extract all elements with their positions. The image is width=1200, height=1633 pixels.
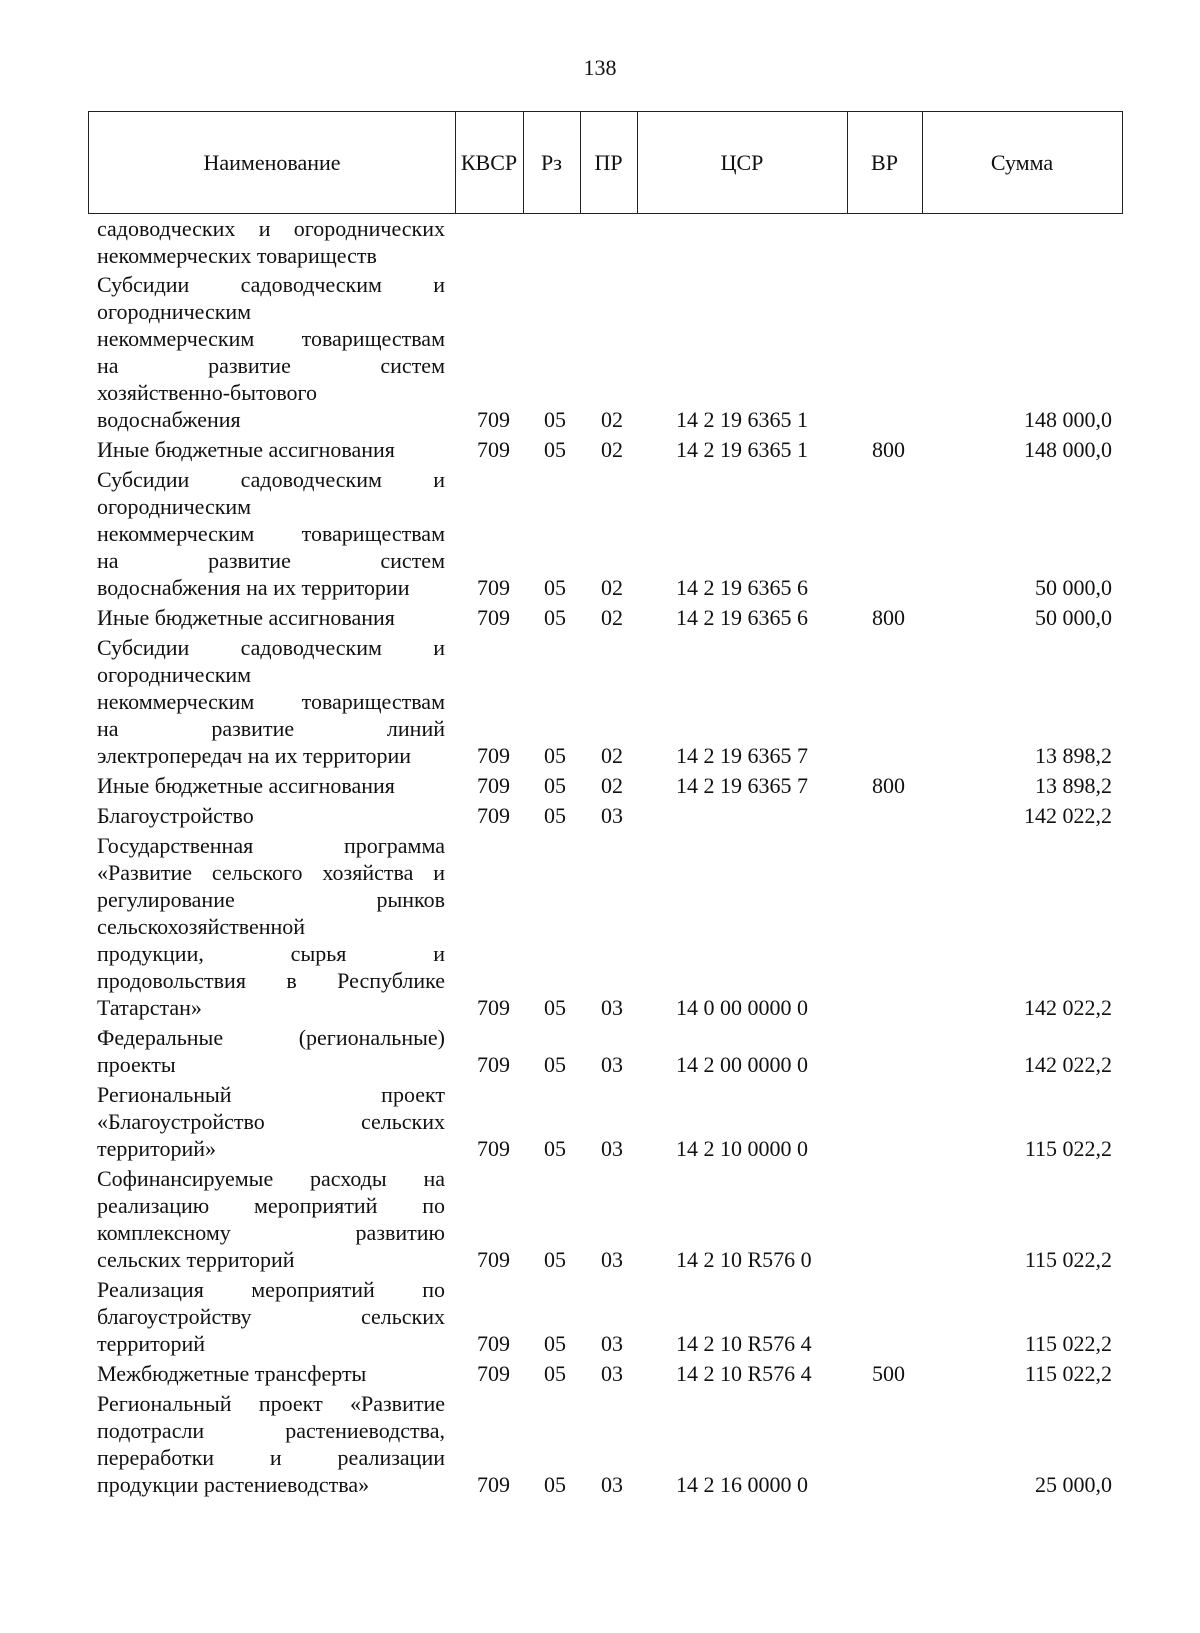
row-rz: 05 bbox=[544, 1052, 566, 1077]
row-name bbox=[97, 772, 445, 799]
row-name-line: сельских территорий bbox=[97, 1247, 295, 1272]
row-name-line: «Благоустройство сельских bbox=[97, 1109, 445, 1134]
row-name-line: Государственная программа bbox=[97, 833, 445, 858]
row-csr: 14 2 10 R576 4 bbox=[676, 1331, 812, 1356]
table-row bbox=[0, 604, 1200, 631]
table-row bbox=[0, 436, 1200, 463]
table-body bbox=[0, 212, 1200, 1498]
row-sum: 148 000,0 bbox=[1024, 437, 1112, 462]
row-rz: 05 bbox=[544, 1247, 566, 1272]
row-rz: 05 bbox=[544, 1331, 566, 1356]
row-csr: 14 2 10 R576 0 bbox=[676, 1247, 812, 1272]
row-pr: 03 bbox=[601, 1361, 623, 1386]
row-vr: 500 bbox=[872, 1361, 905, 1386]
row-kvsr: 709 bbox=[477, 407, 510, 432]
row-name-line: переработки и реализации bbox=[97, 1445, 445, 1470]
header-rz: Рз bbox=[541, 149, 562, 175]
row-name-line: электропередач на их территории bbox=[97, 743, 412, 768]
header-vr: ВР bbox=[871, 149, 898, 175]
row-name bbox=[97, 1024, 445, 1078]
row-name-line: на развитие линий bbox=[97, 716, 445, 741]
row-name-line: Иные бюджетные ассигнования bbox=[97, 773, 395, 798]
row-csr: 14 2 19 6365 6 bbox=[676, 605, 808, 630]
table-row bbox=[0, 802, 1200, 829]
row-kvsr: 709 bbox=[477, 1052, 510, 1077]
row-name-line: Межбюджетные трансферты bbox=[97, 1361, 367, 1386]
row-sum: 13 898,2 bbox=[1035, 773, 1112, 798]
row-name bbox=[97, 436, 445, 463]
row-kvsr: 709 bbox=[477, 1331, 510, 1356]
row-rz: 05 bbox=[544, 407, 566, 432]
row-name-line: регулирование рынков bbox=[97, 887, 445, 912]
table-row bbox=[0, 1390, 1200, 1498]
row-name-line: Реализация мероприятий по bbox=[97, 1277, 445, 1302]
row-pr: 02 bbox=[601, 605, 623, 630]
row-pr: 02 bbox=[601, 575, 623, 600]
row-kvsr: 709 bbox=[477, 743, 510, 768]
row-pr: 03 bbox=[601, 1472, 623, 1497]
row-name-line: на развитие систем bbox=[97, 548, 445, 573]
row-csr: 14 0 00 0000 0 bbox=[676, 995, 808, 1020]
row-rz: 05 bbox=[544, 437, 566, 462]
row-pr: 02 bbox=[601, 407, 623, 432]
row-rz: 05 bbox=[544, 1361, 566, 1386]
row-name-line: реализацию мероприятий по bbox=[97, 1193, 445, 1218]
row-name bbox=[97, 832, 445, 1021]
row-sum: 115 022,2 bbox=[1024, 1331, 1112, 1356]
table-row bbox=[0, 1024, 1200, 1078]
row-name-line: Иные бюджетные ассигнования bbox=[97, 605, 395, 630]
table-row bbox=[0, 832, 1200, 1021]
row-csr: 14 2 00 0000 0 bbox=[676, 1052, 808, 1077]
row-name-line: Софинансируемые расходы на bbox=[97, 1166, 445, 1191]
row-name-line: Региональный проект «Развитие bbox=[97, 1391, 445, 1416]
table-header bbox=[88, 111, 1123, 214]
row-sum: 142 022,2 bbox=[1024, 1052, 1112, 1077]
row-name-line: территорий» bbox=[97, 1136, 217, 1161]
row-pr: 02 bbox=[601, 743, 623, 768]
row-rz: 05 bbox=[544, 605, 566, 630]
row-name-line: хозяйственно-бытового bbox=[97, 380, 318, 405]
row-kvsr: 709 bbox=[477, 605, 510, 630]
page-number: 138 bbox=[583, 55, 617, 80]
row-name-line: продукции, сырья и bbox=[97, 941, 445, 966]
row-pr: 03 bbox=[601, 995, 623, 1020]
row-vr: 800 bbox=[872, 773, 905, 798]
row-name-line: Федеральные (региональные) bbox=[97, 1025, 445, 1050]
row-name-line: продукции растениеводства» bbox=[97, 1472, 370, 1497]
row-name bbox=[97, 1360, 445, 1387]
row-rz: 05 bbox=[544, 995, 566, 1020]
row-rz: 05 bbox=[544, 773, 566, 798]
row-name bbox=[97, 604, 445, 631]
row-name-line: Субсидии садоводческим и bbox=[97, 272, 445, 297]
row-name bbox=[97, 634, 445, 769]
row-name-line: огородническим bbox=[97, 662, 252, 687]
table-row bbox=[0, 1276, 1200, 1357]
row-kvsr: 709 bbox=[477, 995, 510, 1020]
table-row bbox=[0, 1165, 1200, 1273]
row-pr: 03 bbox=[601, 1331, 623, 1356]
row-name-line: Благоустройство bbox=[97, 803, 254, 828]
table-row bbox=[0, 1081, 1200, 1162]
row-name-line: водоснабжения bbox=[97, 407, 241, 432]
row-name-line: некоммерческих товариществ bbox=[97, 243, 377, 268]
table-row bbox=[0, 271, 1200, 433]
row-sum: 50 000,0 bbox=[1035, 575, 1112, 600]
row-csr: 14 2 19 6365 7 bbox=[676, 743, 808, 768]
row-name-line: на развитие систем bbox=[97, 353, 445, 378]
row-pr: 03 bbox=[601, 1052, 623, 1077]
row-rz: 05 bbox=[544, 803, 566, 828]
row-name bbox=[97, 1276, 445, 1357]
row-sum: 148 000,0 bbox=[1024, 407, 1112, 432]
row-name bbox=[97, 1081, 445, 1162]
row-name-line: Субсидии садоводческим и bbox=[97, 635, 445, 660]
row-sum: 115 022,2 bbox=[1024, 1247, 1112, 1272]
row-vr: 800 bbox=[872, 437, 905, 462]
row-name-line: огородническим bbox=[97, 494, 252, 519]
row-name-line: Субсидии садоводческим и bbox=[97, 467, 445, 492]
row-sum: 142 022,2 bbox=[1024, 995, 1112, 1020]
header-name: Наименование bbox=[203, 149, 341, 175]
row-csr: 14 2 19 6365 1 bbox=[676, 437, 808, 462]
row-kvsr: 709 bbox=[477, 1472, 510, 1497]
row-name bbox=[97, 802, 445, 829]
row-name-line: подотрасли растениеводства, bbox=[97, 1418, 445, 1443]
row-vr: 800 bbox=[872, 605, 905, 630]
row-sum: 142 022,2 bbox=[1024, 803, 1112, 828]
row-kvsr: 709 bbox=[477, 575, 510, 600]
row-pr: 02 bbox=[601, 437, 623, 462]
row-name bbox=[97, 1165, 445, 1273]
row-name bbox=[97, 1390, 445, 1498]
row-name-line: садоводческих и огороднических bbox=[97, 216, 445, 241]
row-csr: 14 2 10 R576 4 bbox=[676, 1361, 812, 1386]
row-rz: 05 bbox=[544, 1472, 566, 1497]
row-sum: 25 000,0 bbox=[1035, 1472, 1112, 1497]
row-csr: 14 2 19 6365 1 bbox=[676, 407, 808, 432]
row-csr: 14 2 16 0000 0 bbox=[676, 1472, 808, 1497]
table-row bbox=[0, 1360, 1200, 1387]
row-csr: 14 2 19 6365 6 bbox=[676, 575, 808, 600]
row-kvsr: 709 bbox=[477, 437, 510, 462]
row-name-line: Иные бюджетные ассигнования bbox=[97, 437, 395, 462]
row-csr: 14 2 10 0000 0 bbox=[676, 1136, 808, 1161]
row-rz: 05 bbox=[544, 1136, 566, 1161]
table-row bbox=[0, 772, 1200, 799]
row-csr: 14 2 19 6365 7 bbox=[676, 773, 808, 798]
header-pr: ПР bbox=[594, 149, 623, 175]
row-kvsr: 709 bbox=[477, 773, 510, 798]
header-csr: ЦСР bbox=[720, 149, 764, 175]
table-row bbox=[0, 215, 1200, 269]
row-name-line: некоммерческим товариществам bbox=[97, 521, 445, 546]
row-sum: 115 022,2 bbox=[1024, 1361, 1112, 1386]
row-kvsr: 709 bbox=[477, 1136, 510, 1161]
row-name-line: огородническим bbox=[97, 299, 252, 324]
row-kvsr: 709 bbox=[477, 1247, 510, 1272]
row-name bbox=[97, 466, 445, 601]
row-name-line: Региональный проект bbox=[97, 1082, 445, 1107]
row-sum: 13 898,2 bbox=[1035, 743, 1112, 768]
row-pr: 03 bbox=[601, 1247, 623, 1272]
row-name-line: территорий bbox=[97, 1331, 206, 1356]
row-sum: 115 022,2 bbox=[1024, 1136, 1112, 1161]
row-name-line: некоммерческим товариществам bbox=[97, 326, 445, 351]
row-name-line: комплексному развитию bbox=[97, 1220, 445, 1245]
table-row bbox=[0, 466, 1200, 601]
row-name bbox=[97, 215, 445, 269]
row-kvsr: 709 bbox=[477, 1361, 510, 1386]
header-kvsr: КВСР bbox=[460, 149, 518, 175]
row-name-line: продовольствия в Республике bbox=[97, 968, 445, 993]
row-name-line: Татарстан» bbox=[97, 995, 202, 1020]
row-kvsr: 709 bbox=[477, 803, 510, 828]
row-name-line: некоммерческим товариществам bbox=[97, 689, 445, 714]
row-name-line: сельскохозяйственной bbox=[97, 914, 306, 939]
row-rz: 05 bbox=[544, 743, 566, 768]
row-name-line: «Развитие сельского хозяйства и bbox=[97, 860, 445, 885]
header-sum: Сумма bbox=[990, 149, 1054, 175]
row-name-line: водоснабжения на их территории bbox=[97, 575, 410, 600]
row-name-line: проекты bbox=[97, 1052, 176, 1077]
row-sum: 50 000,0 bbox=[1035, 605, 1112, 630]
row-name-line: благоустройству сельских bbox=[97, 1304, 445, 1329]
row-name bbox=[97, 271, 445, 433]
row-pr: 02 bbox=[601, 773, 623, 798]
row-pr: 03 bbox=[601, 803, 623, 828]
table-row bbox=[0, 634, 1200, 769]
row-pr: 03 bbox=[601, 1136, 623, 1161]
row-rz: 05 bbox=[544, 575, 566, 600]
